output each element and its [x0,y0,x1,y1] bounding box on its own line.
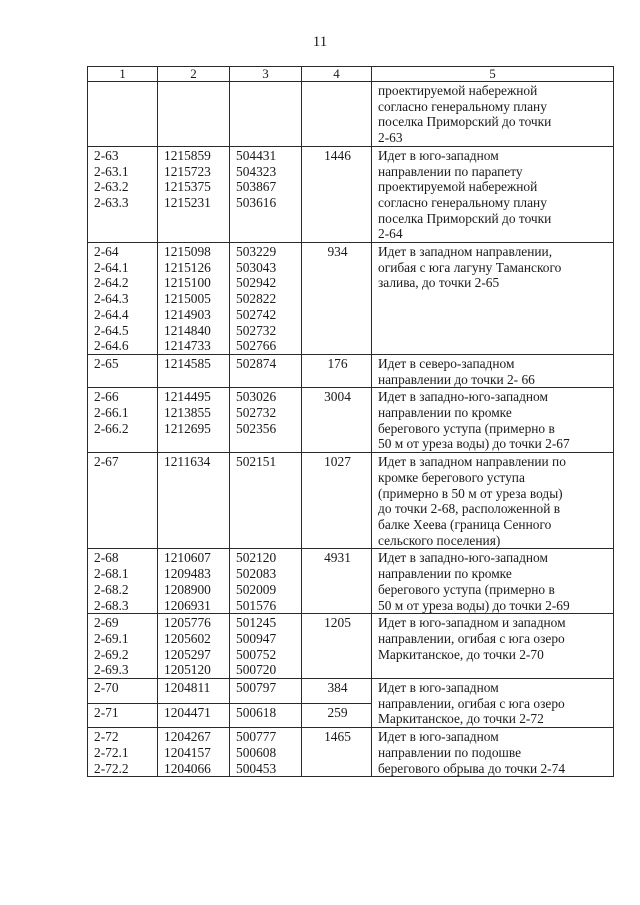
x-coordinate-cell [158,354,230,387]
length-cell [302,614,372,679]
point-number-cell [88,243,158,355]
point-number: 2-69.3 [94,662,129,678]
x-coordinate-list [164,705,225,721]
length-cell [302,703,372,728]
description-cell [372,82,614,147]
table-row [88,728,614,777]
y-coordinate: 503043 [236,259,277,275]
header-col-1: 1 [88,67,158,82]
description-line: согласно генеральному плану [378,194,547,210]
point-number: 2-69.2 [94,646,129,662]
description-line: поселка Приморский до точки [378,114,552,130]
y-coordinate-cell [230,354,302,387]
y-coordinate-list [236,148,297,211]
y-coordinate: 500797 [236,680,277,696]
description-line: Идет в юго-западном [378,147,499,163]
segment-length: 3004 [324,389,351,405]
table-row [88,453,614,549]
x-coordinate: 1205602 [164,630,211,646]
description-line: берегового обрыва до точки 2-74 [378,760,566,776]
description-lines [378,148,609,242]
point-number: 2-66.2 [94,420,129,436]
y-coordinate: 502742 [236,306,277,322]
x-coordinate-cell [158,146,230,242]
x-coordinate: 1205776 [164,615,211,631]
boundary-table [87,66,614,777]
y-coordinate: 500618 [236,704,277,720]
length-cell [302,453,372,549]
description-line: Маркитанское, до точки 2-70 [378,646,544,662]
x-coordinate: 1209483 [164,566,211,582]
description-cell [372,679,614,728]
segment-length: 1465 [324,729,351,745]
length-cell [302,728,372,777]
point-number-cell [88,82,158,147]
y-coordinate: 503867 [236,179,277,195]
y-coordinate-cell [230,614,302,679]
header-row [88,67,614,82]
point-number: 2-69 [94,615,119,631]
description-lines [378,389,609,452]
x-coordinate: 1204066 [164,760,211,776]
x-coordinate-cell [158,728,230,777]
description-line: кромке берегового уступа [378,469,525,485]
y-coordinate: 500720 [236,662,277,678]
point-number-cell [88,614,158,679]
segment-length: 1205 [324,615,351,631]
x-coordinate-list [164,244,225,354]
x-coordinate: 1215859 [164,147,211,163]
description-lines [378,729,609,776]
y-coordinate: 501245 [236,615,277,631]
x-coordinate: 1204157 [164,744,211,760]
length-cell [302,354,372,387]
length-cell [302,243,372,355]
y-coordinate: 503229 [236,244,277,260]
y-coordinate-cell [230,243,302,355]
y-coordinate-list [236,244,297,354]
x-coordinate-cell [158,453,230,549]
x-coordinate: 1215375 [164,179,211,195]
y-coordinate: 504431 [236,147,277,163]
y-coordinate-cell [230,679,302,704]
y-coordinate-list [236,680,297,696]
y-coordinate-cell [230,82,302,147]
y-coordinate-cell [230,728,302,777]
y-coordinate: 502732 [236,405,277,421]
x-coordinate: 1215231 [164,194,211,210]
description-line: направлении по подошве [378,744,522,760]
description-cell [372,354,614,387]
x-coordinate: 1215098 [164,244,211,260]
description-line: направлении, огибая с юга озеро [378,695,565,711]
point-number: 2-70 [94,680,119,696]
x-coordinate: 1204811 [164,680,211,696]
point-number: 2-65 [94,355,119,371]
point-number: 2-64 [94,244,119,260]
segment-length: 1446 [324,147,351,163]
description-line: проектируемой набережной [378,179,538,195]
length-cell [302,388,372,453]
point-number: 2-63.3 [94,194,129,210]
y-coordinate-list [236,389,297,436]
point-number-list [94,356,153,372]
y-coordinate-list [236,454,297,470]
point-number-cell [88,703,158,728]
description-cell [372,388,614,453]
y-coordinate: 502151 [236,454,277,470]
description-line: (примерно в 50 м от уреза воды) [378,485,563,501]
point-number-cell [88,549,158,614]
point-number-cell [88,354,158,387]
y-coordinate: 502356 [236,420,277,436]
x-coordinate: 1215005 [164,291,211,307]
x-coordinate: 1214840 [164,322,211,338]
description-line: балке Хеева (граница Сенного [378,516,552,532]
description-line: Идет в западно-юго-западном [378,550,548,566]
segment-length: 4931 [324,550,351,566]
x-coordinate: 1204267 [164,729,211,745]
y-coordinate-list [236,705,297,721]
point-number-list [94,615,153,678]
x-coordinate-list [164,615,225,678]
point-number: 2-71 [94,704,119,720]
point-number: 2-64.2 [94,275,129,291]
description-lines [378,83,609,146]
segment-length: 934 [327,244,348,260]
x-coordinate-cell [158,549,230,614]
y-coordinate-list [236,729,297,776]
description-line: Идет в юго-западном и западном [378,615,566,631]
description-line: проектируемой набережной [378,83,538,98]
point-number: 2-68 [94,550,119,566]
point-number-list [94,148,153,211]
y-coordinate-cell [230,453,302,549]
y-coordinate: 502009 [236,581,277,597]
description-line: огибая с юга лагуну Таманского [378,259,562,275]
point-number: 2-64.5 [94,322,129,338]
point-number: 2-72.2 [94,760,129,776]
point-number: 2-72 [94,729,119,745]
description-line: Идет в западном направлении, [378,244,553,260]
point-number-cell [88,146,158,242]
x-coordinate-list [164,454,225,470]
description-line: Идет в юго-западном [378,729,499,745]
point-number-list [94,705,153,721]
point-number: 2-67 [94,454,119,470]
point-number-list [94,729,153,776]
table-header [88,67,614,82]
point-number: 2-66.1 [94,405,129,421]
table-row [88,354,614,387]
page-number: 11 [312,34,328,50]
x-coordinate: 1215723 [164,163,211,179]
description-cell [372,549,614,614]
y-coordinate: 502083 [236,566,277,582]
description-cell [372,146,614,242]
point-number: 2-68.3 [94,597,129,613]
y-coordinate: 500777 [236,729,277,745]
y-coordinate: 504323 [236,163,277,179]
point-number-cell [88,453,158,549]
point-number: 2-63 [94,147,119,163]
x-coordinate: 1212695 [164,420,211,436]
x-coordinate-cell [158,614,230,679]
x-coordinate: 1205297 [164,646,211,662]
description-line: 2-64 [378,226,403,242]
description-line: берегового уступа (примерно в [378,581,555,597]
y-coordinate: 502874 [236,355,277,371]
description-line: до точки 2-68, расположенной в [378,501,561,517]
x-coordinate-list [164,148,225,211]
point-number: 2-68.1 [94,566,129,582]
y-coordinate: 500453 [236,760,277,776]
x-coordinate: 1206931 [164,597,211,613]
description-lines [378,454,609,548]
x-coordinate: 1208900 [164,581,211,597]
x-coordinate: 1214495 [164,389,211,405]
description-cell [372,728,614,777]
y-coordinate: 501576 [236,597,277,613]
point-number-list [94,680,153,696]
point-number-list [94,244,153,354]
description-cell [372,453,614,549]
description-line: Идет в западном направлении по [378,454,566,470]
point-number-cell [88,679,158,704]
y-coordinate: 502732 [236,322,277,338]
description-line: 50 м от уреза воды) до точки 2-67 [378,436,570,452]
length-cell [302,82,372,147]
length-cell [302,146,372,242]
y-coordinate: 500947 [236,630,277,646]
description-line: направлении до точки 2- 66 [378,371,535,387]
y-coordinate: 500752 [236,646,277,662]
point-number: 2-64.6 [94,338,129,354]
x-coordinate-list [164,729,225,776]
description-line: поселка Приморский до точки [378,210,552,226]
x-coordinate-list [164,356,225,372]
x-coordinate-list [164,680,225,696]
description-lines [378,550,609,613]
description-line: согласно генеральному плану [378,98,547,114]
segment-length: 384 [327,680,348,696]
table-body [88,82,614,777]
segment-length: 1027 [324,454,351,470]
x-coordinate-cell [158,82,230,147]
point-number-list [94,454,153,470]
description-lines [378,615,609,662]
description-line: Идет в северо-западном [378,355,515,371]
header-col-5: 5 [372,67,614,82]
description-cell [372,243,614,355]
table-row [88,82,614,147]
description-cell [372,614,614,679]
header-col-4: 4 [302,67,372,82]
table-row [88,388,614,453]
length-cell [302,549,372,614]
table-row [88,146,614,242]
x-coordinate: 1210607 [164,550,211,566]
point-number: 2-72.1 [94,744,129,760]
description-line: 2-63 [378,130,403,146]
point-number-cell [88,728,158,777]
description-line: 50 м от уреза воды) до точки 2-69 [378,597,570,613]
description-line: Идет в юго-западном [378,680,499,696]
x-coordinate: 1215126 [164,259,211,275]
point-number: 2-64.3 [94,291,129,307]
point-number: 2-63.2 [94,179,129,195]
table-row [88,614,614,679]
segment-length: 259 [327,704,348,720]
table-row [88,243,614,355]
y-coordinate: 502822 [236,291,277,307]
y-coordinate-list [236,615,297,678]
description-line: Идет в западно-юго-западном [378,389,548,405]
x-coordinate-list [164,389,225,436]
y-coordinate-list [236,550,297,613]
point-number: 2-69.1 [94,630,129,646]
y-coordinate: 503616 [236,194,277,210]
x-coordinate-cell [158,679,230,704]
y-coordinate-cell [230,549,302,614]
x-coordinate-cell [158,388,230,453]
header-col-2: 2 [158,67,230,82]
description-line: берегового уступа (примерно в [378,420,555,436]
description-lines [378,244,609,291]
x-coordinate: 1215100 [164,275,211,291]
description-line: направлении по кромке [378,566,512,582]
y-coordinate-list [236,356,297,372]
y-coordinate: 502766 [236,338,277,354]
point-number: 2-64.1 [94,259,129,275]
y-coordinate-cell [230,146,302,242]
x-coordinate-cell [158,243,230,355]
header-col-3: 3 [230,67,302,82]
y-coordinate: 503026 [236,389,277,405]
x-coordinate: 1214733 [164,338,211,354]
y-coordinate: 500608 [236,744,277,760]
x-coordinate: 1214585 [164,355,211,371]
x-coordinate: 1214903 [164,306,211,322]
length-cell [302,679,372,704]
point-number-cell [88,388,158,453]
point-number-list [94,550,153,613]
x-coordinate: 1213855 [164,405,211,421]
description-line: направлении по парапету [378,163,523,179]
x-coordinate-list [164,550,225,613]
description-lines [378,356,609,387]
point-number-list [94,389,153,436]
x-coordinate: 1211634 [164,454,211,470]
x-coordinate: 1204471 [164,704,211,720]
segment-length: 176 [327,355,348,371]
y-coordinate-cell [230,703,302,728]
description-line: сельского поселения) [378,532,501,548]
description-line: направлении, огибая с юга озеро [378,630,565,646]
point-number: 2-66 [94,389,119,405]
y-coordinate: 502942 [236,275,277,291]
point-number: 2-64.4 [94,306,129,322]
y-coordinate: 502120 [236,550,277,566]
table-row [88,549,614,614]
description-line: направлении по кромке [378,405,512,421]
description-line: Маркитанское, до точки 2-72 [378,711,544,727]
point-number: 2-63.1 [94,163,129,179]
description-line: залива, до точки 2-65 [378,275,500,291]
x-coordinate-cell [158,703,230,728]
table-row [88,679,614,704]
y-coordinate-cell [230,388,302,453]
x-coordinate: 1205120 [164,662,211,678]
point-number: 2-68.2 [94,581,129,597]
description-lines [378,680,609,727]
